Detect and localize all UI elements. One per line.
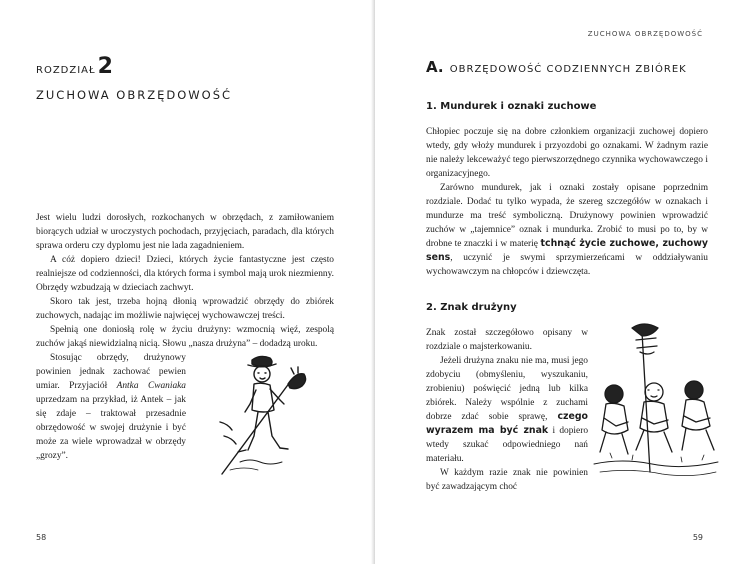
left-body-text [36, 211, 334, 351]
paragraph [426, 354, 588, 466]
paragraph: W każdym razie znak nie powinien być zawadzającym choć [426, 468, 588, 492]
text-run: , uczynić je swymi sprzymierzeńcami w oddziaływaniu wychowawczym na chłopców i dziewczęta. [426, 253, 708, 277]
text-run: Jeżeli drużyna znaku nie ma, musi jego zdobyciu (obmyśleniu, wyszukaniu, zrobieniu) poświęcić jedną lub kilka zbiórek. Należy wspólnie z zuchami dobrze zdać sobie sprawę, [426, 356, 588, 422]
paragraph: Znak został szczegółowo opisany w rozdziale o majsterkowaniu. [426, 328, 588, 352]
section-title [426, 58, 687, 76]
subsection-title-1: 1. Mundurek i oznaki zuchowe [426, 101, 597, 112]
text-run: uprzedzam na przykład, iż Antek – jak się zdaje – traktował przesadnie obrzędowość w swojej drużynie i być może za wiele wprowadzał w obrzędy „grozy”. [36, 395, 186, 461]
bold-phrase: czego wyrazem ma być znak [426, 411, 588, 436]
left-narrow-text [36, 351, 186, 463]
paragraph [36, 351, 186, 463]
chapter-word: ROZDZIAŁ [36, 65, 96, 76]
text-run: Zarówno mundurek, jak i oznaki zostały opisane poprzednim rozdziale. Dodać tu tylko wypada, że szereg szczegółów w oznakach i mundurze ma treść symboliczną. Drużynowy powinien wprowadzić zuchów w „tajemnice” oznak i mundurka. Zrobić to musi po to, by w drobne te znaczki i w materię [426, 183, 708, 249]
chapter-number: 2 [97, 54, 113, 79]
paragraph: Chłopiec poczuje się na dobre członkiem organizacji zuchowej dopiero wtedy, gdy włoży mundurek i przyozdobi go oznakami. W żadnym razie nie należy lekceważyć tego pierwszorzędnego czynnika wychowawczego i organizacyjnego. [426, 127, 708, 179]
text-run: Stosując obrzędy, drużynowy powinien jednak zachować pewien umiar. Przyjaciół [36, 353, 186, 391]
paragraph: Spełnią one doniosłą rolę w życiu drużyny: wzmocnią więź, zespolą zuchów jakąś niewidzialną nicią. Słowu „nasza drużyna” – dodadzą uroku. [36, 325, 334, 349]
paragraph [426, 181, 708, 279]
scouts-totem-illustration [592, 322, 722, 482]
paragraph: A cóż dopiero dzieci! Dzieci, których życie fantastyczne jest często realniejsze od codzienności, dla których forma i symbol mają urok niezmienny. Obrzędy wzbudzają w dzieciach zachwyt. [36, 255, 334, 293]
page-number-left: 58 [36, 533, 47, 542]
subsection-title-2: 2. Znak drużyny [426, 302, 517, 313]
right-page [375, 0, 750, 564]
section-title-text: OBRZĘDOWOŚĆ CODZIENNYCH ZBIÓREK [449, 64, 687, 75]
scout-boy-illustration [210, 352, 310, 480]
chapter-label [36, 56, 113, 78]
bold-phrase: tchnąć życie zuchowe, zuchowy sens [426, 238, 709, 263]
chapter-title: ZUCHOWA OBRZĘDOWOŚĆ [36, 88, 233, 102]
text-run: i dopiero wtedy szukać odpowiedniego nań materiału. [426, 426, 589, 464]
paragraph: Jest wielu ludzi dorosłych, rozkochanych w obrzędach, z zamiłowaniem biorących udział w uroczystych pochodach, przyjęciach, paradach, dla których sprawa orderu czy dyplomu jest nie lada zagadnieniem. [36, 213, 334, 251]
paragraph: Skoro tak jest, trzeba hojną dłonią wprowadzić obrzędy do zbiórek zuchowych, nadając im możliwie najwięcej wychowawczej treści. [36, 297, 334, 321]
page-number-right: 59 [692, 533, 703, 542]
right-body-text-1 [426, 125, 708, 279]
italic-name: Antka Cwaniaka [116, 381, 186, 391]
section-letter: A. [426, 58, 444, 76]
running-header: ZUCHOWA OBRZĘDOWOŚĆ [587, 30, 703, 38]
right-body-text-2 [426, 326, 588, 494]
